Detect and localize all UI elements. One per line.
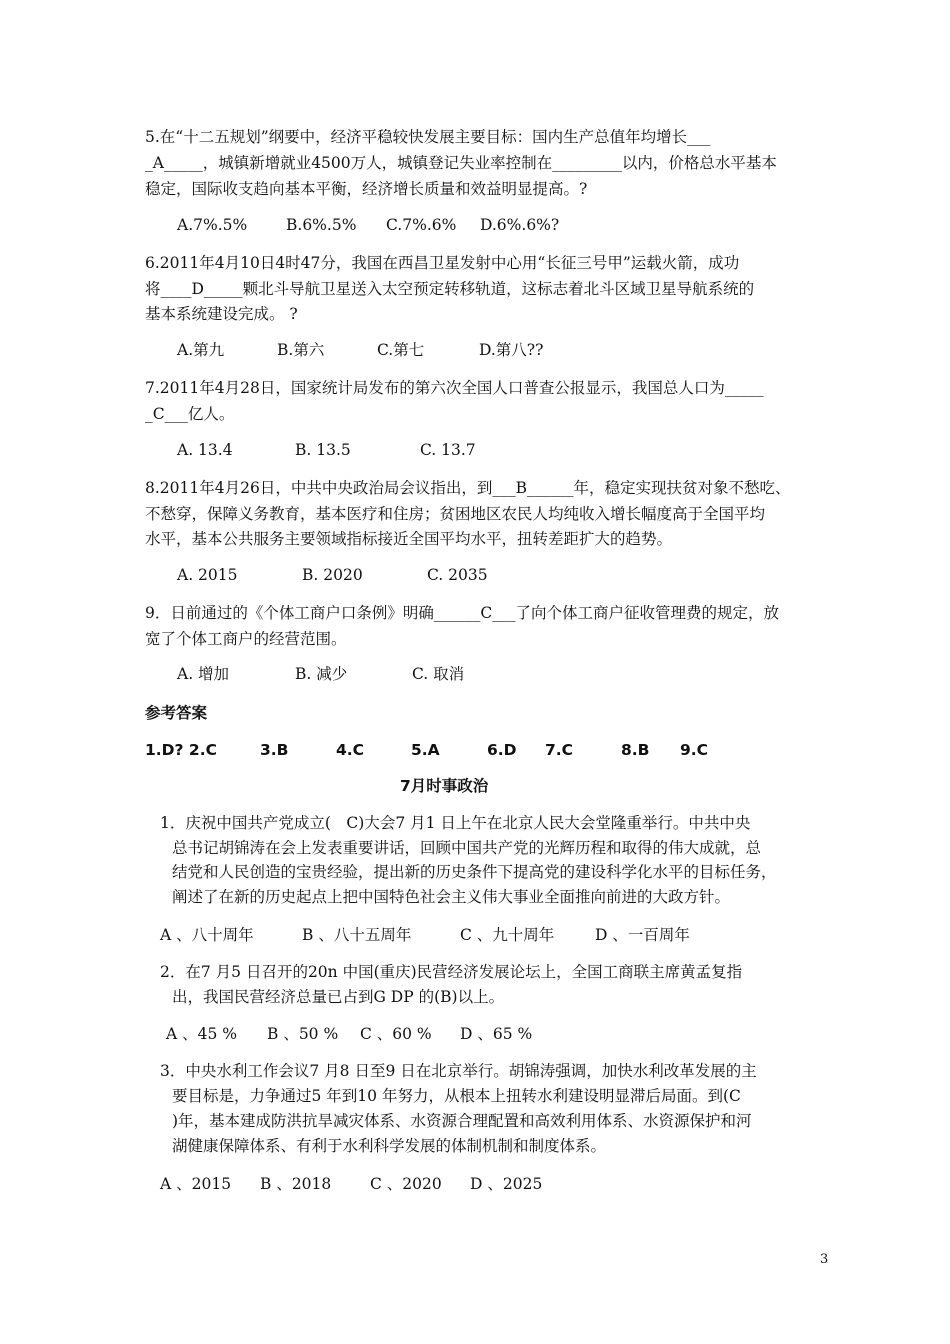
q6-line-3: 基本系统建设完成。 ? — [145, 305, 298, 323]
july-q3-line-4: 湖健康保障体系、有利于水利科学发展的体制机制和制度体系。 — [172, 1137, 607, 1155]
q7-line-1: 7.2011年4月28日，国家统计局发布的第六次全国人口普查公报显示，我国总人口为_____ — [145, 379, 764, 397]
page-number: 3 — [820, 1252, 829, 1267]
july-q3-option-b: B 、2018 — [260, 1175, 332, 1193]
q6-option-a: A.第九 — [177, 341, 225, 359]
july-q1-line-1: 1．庆祝中国共产党成立( C)大会7 月1 日上午在北京人民大会堂隆重举行。中共中央 — [160, 814, 751, 832]
answer-item: 3.B — [260, 741, 289, 759]
q5-option-d: D.6%.6%? — [480, 216, 560, 234]
july-q3-line-3: )年，基本建成防洪抗旱减灾体系、水资源合理配置和高效利用体系、水资源保护和河 — [172, 1112, 752, 1130]
july-q1-option-b: B 、八十五周年 — [302, 926, 412, 944]
july-q3-option-a: A 、2015 — [160, 1175, 232, 1193]
q5-line-3: 稳定，国际收支趋向基本平衡，经济增长质量和效益明显提高。? — [145, 180, 588, 198]
answer-item: 9.C — [680, 741, 709, 759]
july-q3-line-2: 要目标是，力争通过5 年到10 年努力，从根本上扭转水利建设明显滞后局面。到(C — [172, 1087, 741, 1105]
q9-line-2: 宽了个体工商户的经营范围。 — [145, 630, 347, 648]
answer-item: 8.B — [621, 741, 650, 759]
q5-option-b: B.6%.5% — [286, 216, 357, 234]
july-q3-line-1: 3．中央水利工作会议7 月8 日至9 日在北京举行。胡锦涛强调，加快水利改革发展的主 — [160, 1062, 757, 1080]
q9-line-1: 9．日前通过的《个体工商户口条例》明确______C___了向个体工商户征收管理费的规定，放 — [145, 604, 779, 622]
q9-option-b: B. 减少 — [295, 665, 348, 683]
q5-option-c: C.7%.6% — [386, 216, 457, 234]
q7-line-2: _C___亿人。 — [145, 405, 235, 423]
july-q2-option-d: D 、65 % — [460, 1025, 533, 1043]
q5-line-1: 5.在“十二五规划”纲要中，经济平稳较快发展主要目标：国内生产总值年均增长___ — [145, 128, 711, 146]
q6-option-c: C.第七 — [377, 341, 425, 359]
q8-option-a: A. 2015 — [177, 566, 238, 584]
section-title: 7月时事政治 — [400, 777, 489, 795]
july-q2-option-b: B 、50 % — [267, 1025, 339, 1043]
q7-option-b: B. 13.5 — [295, 441, 351, 459]
july-q2-option-c: C 、60 % — [360, 1025, 432, 1043]
q9-option-a: A. 增加 — [177, 665, 230, 683]
q6-option-b: B.第六 — [277, 341, 325, 359]
q8-option-c: C. 2035 — [427, 566, 488, 584]
q6-option-d: D.第八?? — [479, 341, 544, 359]
july-q2-line-1: 2．在7 月5 日召开的20n 中国(重庆)民营经济发展论坛上，全国工商联主席黄孟复指 — [160, 963, 743, 981]
q8-line-3: 水平，基本公共服务主要领域指标接近全国平均水平，扭转差距扩大的趋势。 — [145, 530, 673, 548]
july-q3-option-d: D 、2025 — [470, 1175, 543, 1193]
july-q1-option-c: C 、九十周年 — [460, 926, 555, 944]
answer-item: 6.D — [487, 741, 517, 759]
answer-item: 1.D? 2.C — [145, 741, 217, 759]
july-q1-line-2: 总书记胡锦涛在会上发表重要讲话，回顾中国共产党的光辉历程和取得的伟大成就，总 — [172, 839, 762, 857]
july-q1-option-a: A 、八十周年 — [160, 926, 254, 944]
july-q2-option-a: A 、45 % — [166, 1025, 237, 1043]
q6-line-2: 将____D_____颗北斗导航卫星送入太空预定转移轨道，这标志着北斗区域卫星导航系统的 — [145, 280, 755, 298]
q7-option-c: C. 13.7 — [420, 441, 476, 459]
q8-option-b: B. 2020 — [302, 566, 363, 584]
answers-heading: 参考答案 — [145, 704, 208, 722]
q6-line-1: 6.2011年4月10日4时47分，我国在西昌卫星发射中心用“长征三号甲”运载火箭，成功 — [145, 254, 740, 272]
july-q1-option-d: D 、一百周年 — [595, 926, 690, 944]
q5-option-a: A.7%.5% — [177, 216, 248, 234]
answer-item: 5.A — [411, 741, 440, 759]
q8-line-2: 不愁穿，保障义务教育，基本医疗和住房；贫困地区农民人均纯收入增长幅度高于全国平均 — [145, 505, 766, 523]
answer-item: 4.C — [336, 741, 365, 759]
q7-option-a: A. 13.4 — [177, 441, 233, 459]
july-q3-option-c: C 、2020 — [370, 1175, 442, 1193]
july-q1-line-3: 结党和人民创造的宝贵经验，提出新的历史条件下提高党的建设科学化水平的目标任务， — [172, 863, 777, 881]
q5-line-2: _A_____，城镇新增就业4500万人，城镇登记失业率控制在_________以内，价格总水平基本 — [145, 154, 777, 172]
q9-option-c: C. 取消 — [412, 665, 465, 683]
july-q2-line-2: 出，我国民营经济总量已占到G DP 的(B)以上。 — [172, 988, 505, 1006]
answer-item: 7.C — [545, 741, 574, 759]
q8-line-1: 8.2011年4月26日，中共中央政治局会议指出，到___B______年，稳定实现扶贫对象不愁吃、 — [145, 479, 791, 497]
july-q1-line-4: 阐述了在新的历史起点上把中国特色社会主义伟大事业全面推向前进的大政方针。 — [172, 888, 731, 906]
